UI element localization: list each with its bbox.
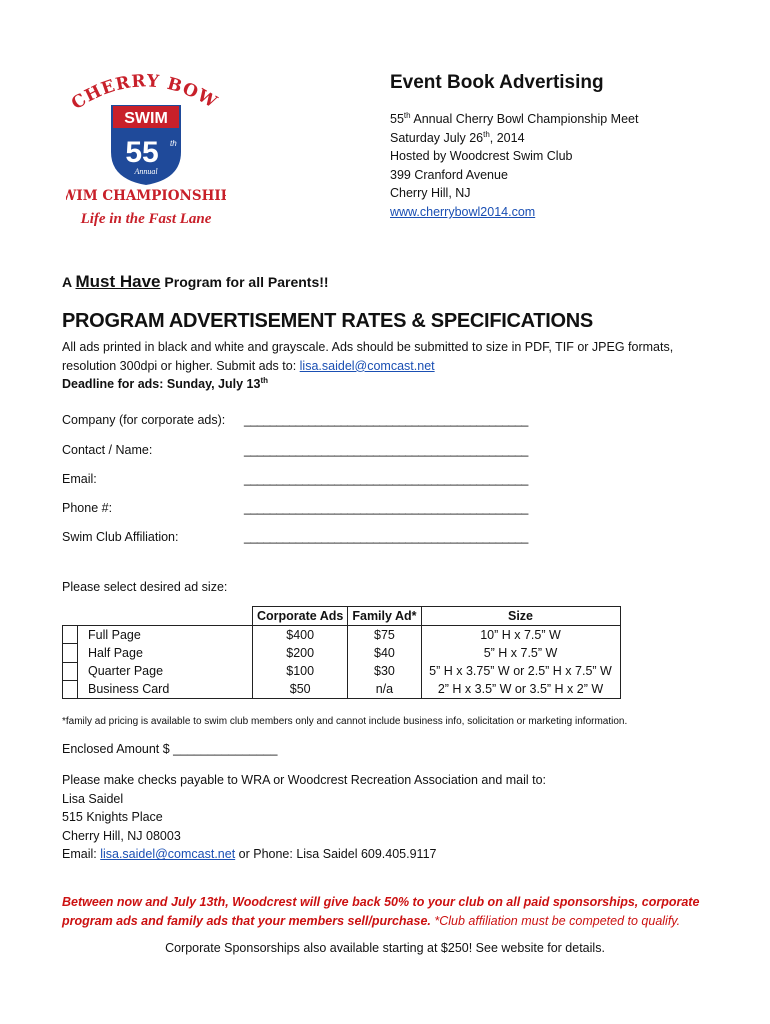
table-header-row [63,607,621,626]
form-club-label: Swim Club Affiliation: [62,530,179,544]
event-line-meet: 55th Annual Cherry Bowl Championship Meet [390,110,639,126]
event-info [390,110,638,222]
must-have-heading: A Must Have Program for all Parents!! [62,272,329,291]
form-email-label: Email: [62,472,97,486]
cherry-bowl-logo [66,70,226,230]
mail-city: Cherry Hill, NJ 08003 [62,828,181,843]
logo-top-text: CHERRY BOW [68,71,221,115]
form-company-blank[interactable]: ____________________________________________ [244,413,528,427]
logo-number: 55 [125,136,159,169]
form-phone-row[interactable] [62,501,528,515]
submit-email-link[interactable]: lisa.saidel@comcast.net [299,358,435,373]
form-email-blank[interactable]: ____________________________________________ [244,472,528,486]
contact-email-link[interactable]: lisa.saidel@comcast.net [100,847,236,862]
form-company-row[interactable] [62,413,528,427]
checkbox-business-card[interactable] [63,680,78,698]
price-corporate-quarter: $100 [286,664,315,678]
mail-name: Lisa Saidel [62,791,124,806]
mail-street: 515 Knights Place [62,810,163,825]
form-club-blank[interactable]: ____________________________________________ [244,530,528,544]
size-quarter: 5” H x 3.75” W or 2.5” H x 7.5” W [429,664,612,678]
price-family-half: $40 [374,646,395,660]
event-line-date: Saturday July 26th, 2014 [390,129,525,145]
form-company-label: Company (for corporate ads): [62,413,226,427]
label-half-page: Half Page [88,646,143,660]
event-line-host: Hosted by Woodcrest Swim Club [390,149,573,164]
price-corporate-half: $200 [286,646,315,660]
form-email-row[interactable] [62,472,528,486]
price-corporate-card: $50 [289,682,311,696]
checkbox-full-page[interactable] [63,626,78,644]
select-ad-size-label: Please select desired ad size: [62,580,228,594]
form-contact-row[interactable] [62,443,528,457]
logo-bottom-text: WIM CHAMPIONSHIP [66,188,226,204]
col-family: Family Ad* [348,607,421,626]
corporate-sponsorship-note: Corporate Sponsorships also available starting at $250! See website for details. [165,941,605,955]
intro-text: All ads printed in black and white and grayscale. Ads should be submitted to size in PDF, TIF or JPEG formats, resolution 300dpi or higher. Submit ads to: lisa.saidel@comcast.net Deadline for ads: Sunday, July 13th [62,338,702,394]
promo-text: Between now and July 13th, Woodcrest will give back 50% to your club on all paid sponsorships, corporate program ads and family ads that your members sell/purchase. *Club affiliation must be competed to qualify. [62,895,700,928]
size-half: 5” H x 7.5” W [483,646,558,660]
mailing-info: Please make checks payable to WRA or Woodcrest Recreation Association and mail to: Lisa Saidel 515 Knights Place Cherry Hill, NJ 08003 Email: lisa.saidel@comcast.net or Phone: Lisa Saidel 609.405.9117 [62,773,547,862]
logo-swim: SWIM [124,110,168,127]
col-size: Size [421,607,620,626]
label-full-page: Full Page [88,628,141,642]
promo-note: *Club affiliation must be competed to qualify. [434,914,681,928]
deadline: Deadline for ads: Sunday, July 13th [62,376,268,392]
size-card: 2” H x 3.5” W or 3.5” H x 2” W [437,682,604,696]
form-phone-blank[interactable]: ____________________________________________ [244,501,528,515]
form-contact-blank[interactable]: ____________________________________________ [244,443,528,457]
ad-size-table [62,606,621,699]
checkbox-half-page[interactable] [63,644,78,662]
family-ad-footnote: *family ad pricing is available to swim club members only and cannot include business info, solicitation or marketing information. [62,716,628,727]
website-link[interactable]: www.cherrybowl2014.com [390,204,536,219]
table-row [63,626,621,644]
logo-annual: Annual [134,167,158,176]
label-quarter-page: Quarter Page [88,664,164,678]
form-club-row[interactable] [62,530,528,544]
price-family-full: $75 [374,628,395,642]
price-family-quarter: $30 [374,664,395,678]
checkbox-quarter-page[interactable] [63,662,78,680]
event-title: Event Book Advertising [390,72,604,93]
form-contact-label: Contact / Name: [62,443,153,457]
enclosed-amount[interactable]: Enclosed Amount $ _______________ [62,742,278,756]
form-phone-label: Phone #: [62,501,113,515]
price-family-card: n/a [375,682,394,696]
size-full: 10” H x 7.5” W [480,628,561,642]
logo-number-sup: th [170,139,177,148]
event-line-address: 399 Cranford Avenue [390,167,508,182]
label-business-card: Business Card [88,682,170,696]
event-line-city: Cherry Hill, NJ [390,186,471,201]
main-title: PROGRAM ADVERTISEMENT RATES & SPECIFICATIONS [62,310,593,332]
col-corporate: Corporate Ads [253,607,348,626]
price-corporate-full: $400 [286,628,315,642]
logo-tagline: Life in the Fast Lane [80,211,212,227]
